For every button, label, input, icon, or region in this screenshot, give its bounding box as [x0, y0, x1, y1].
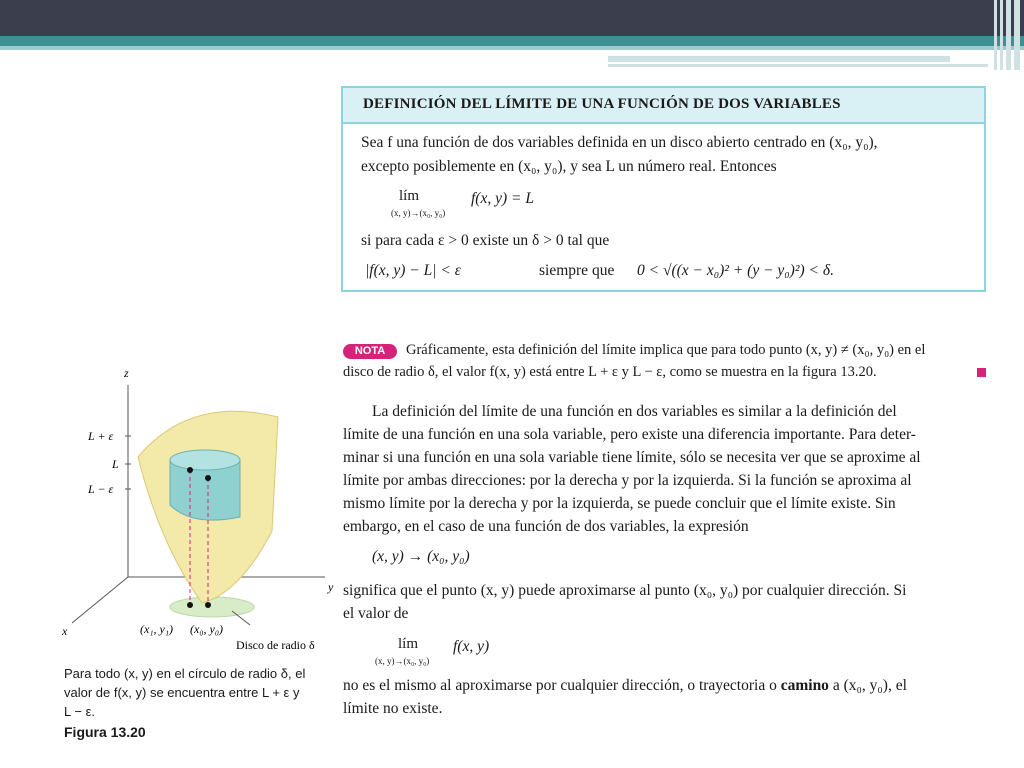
caption-line: Para todo (x, y) en el círculo de radio δ, el [64, 666, 306, 681]
end-of-note-marker [977, 368, 986, 377]
paragraph-line: La definición del límite de una función en dos variables es similar a la definición del [372, 403, 897, 420]
nota-badge: NOTA [343, 344, 397, 359]
body-limit-word: lím [398, 636, 419, 652]
paragraph-line [343, 677, 907, 695]
paragraph-line: minar si una función en una sola variable tiene límite, sólo se necesita ver que se aproxime al [343, 449, 921, 466]
l-plus-epsilon-label: L + ε [88, 429, 114, 443]
slide-header-stripe-light [0, 46, 1024, 50]
figure-label: Figura 13.20 [64, 724, 146, 740]
definition-limit-expr: f(x, y) = L [471, 190, 534, 207]
paragraph-line: mismo límite por la derecha y por la izquierda, se puede concluir que el límite existe. Sin [343, 495, 896, 512]
body-limit-expr: f(x, y) [453, 638, 490, 655]
definition-cond-left: |f(x, y) − L| < ε [365, 262, 461, 279]
paragraph-line: significa que el punto (x, y) puede aproximarse al punto (x₀, y₀) por cualquier dirección. Si [343, 582, 907, 599]
paragraph-text: no es el mismo al aproximarse por cualquier dirección, o trayectoria o [343, 677, 777, 694]
surface-point-1 [187, 467, 193, 473]
slide-corner-accent [990, 0, 1024, 70]
decorative-rule [608, 56, 950, 62]
caption-line: L − ε. [64, 704, 95, 719]
point-0-label: (x₀, y₀) [190, 622, 223, 636]
definition-box [341, 86, 986, 292]
paragraph-line: el valor de [343, 605, 409, 622]
bold-term: camino [780, 677, 829, 694]
l-label: L [112, 457, 119, 471]
nota-line-2: disco de radio δ, el valor f(x, y) está entre L + ε y L − ε, como se muestra en la figura 13.20. [343, 364, 877, 380]
paragraph-line: límite no existe. [343, 700, 443, 717]
decorative-rule [608, 64, 988, 67]
definition-title: DEFINICIÓN DEL LÍMITE DE UNA FUNCIÓN DE DOS VARIABLES [343, 88, 984, 124]
figure-caption [64, 664, 305, 721]
disk-of-radius-delta [170, 597, 254, 617]
definition-limit-sub: (x, y)→(x₀, y₀) [391, 208, 446, 218]
slide-header-bar [0, 0, 1024, 36]
expression: (x, y) → (x₀, y₀) [372, 548, 470, 565]
cylinder-top [170, 450, 240, 470]
x-axis [72, 577, 128, 623]
definition-line-2: excepto posiblemente en (x₀, y₀), y sea L un número real. Entonces [361, 158, 777, 175]
caption-line: valor de f(x, y) se encuentra entre L + ε y [64, 685, 300, 700]
definition-limit-word: lím [399, 188, 420, 204]
paragraph-line: embargo, en el caso de una función de dos variables, la expresión [343, 518, 749, 535]
slide-header-stripe [0, 36, 1024, 46]
y-axis-label: y [328, 580, 334, 594]
paragraph-line: límite de una función en una sola variable, pero existe una diferencia importante. Para deter- [343, 426, 916, 443]
disk-label: Disco de radio δ [236, 638, 315, 652]
paragraph-line: límite por ambas direcciones: por la derecha y por la izquierda. Si la función se aproxima al [343, 472, 912, 489]
paragraph-text: a (x₀, y₀), el [832, 677, 907, 694]
surface-point-0 [205, 475, 211, 481]
x-axis-label: x [62, 624, 68, 638]
l-minus-epsilon-label: L − ε [88, 482, 114, 496]
definition-cond-mid: siempre que [539, 262, 615, 279]
body-limit-sub: (x, y)→(x₀, y₀) [375, 656, 430, 666]
definition-cond-right: 0 < √((x − x₀)² + (y − y₀)²) < δ. [637, 262, 834, 279]
base-point-0 [205, 602, 211, 608]
definition-line-1: Sea f una función de dos variables definida en un disco abierto centrado en (x₀, y₀), [361, 134, 878, 151]
nota-line-1: Gráficamente, esta definición del límite implica que para todo punto (x, y) ≠ (x₀, y₀) en el [406, 342, 926, 358]
figure-13-20 [40, 345, 340, 665]
z-axis-label: z [124, 366, 129, 380]
definition-line-3: si para cada ε > 0 existe un δ > 0 tal que [361, 232, 610, 249]
base-point-1 [187, 602, 193, 608]
point-1-label: (x₁, y₁) [140, 622, 173, 636]
